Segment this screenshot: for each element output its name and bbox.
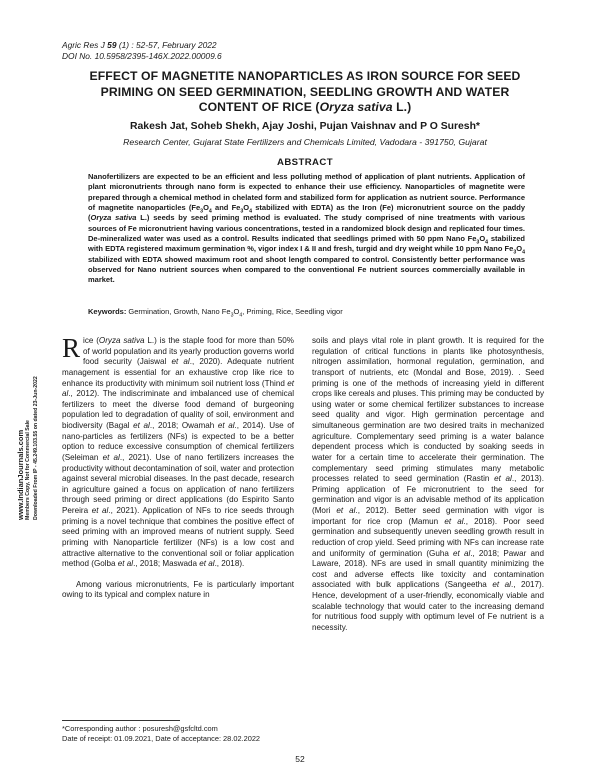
page-number: 52 <box>295 754 305 764</box>
journal-volume-line <box>62 40 222 51</box>
corresponding-author: *Corresponding author : posuresh@gsfcltd.com <box>62 724 218 733</box>
journal-name: Agric Res J <box>62 40 105 50</box>
drop-cap: R <box>62 333 81 363</box>
journal-citation <box>62 40 222 62</box>
watermark-site: www.IndianJournals.com <box>16 429 25 520</box>
title-line-3-suffix: L.) <box>392 100 412 114</box>
body-right-column <box>312 336 544 634</box>
body-left-column <box>62 333 295 601</box>
footnote-divider <box>62 720 180 721</box>
affiliation: Research Center, Gujarat State Fertilizers and Chemicals Limited, Vadodara - 391750, Gujarat <box>123 137 487 147</box>
title-line-3 <box>62 100 548 116</box>
paper-title <box>62 69 548 116</box>
title-line-1: EFFECT OF MAGNETITE NANOPARTICLES AS IRON SOURCE FOR SEED <box>89 69 521 83</box>
title-line-2: PRIMING ON SEED GERMINATION, SEEDLING GROWTH AND WATER <box>100 84 510 99</box>
journal-volume: 59 <box>107 40 117 50</box>
title-species: Oryza sativa <box>319 100 393 114</box>
keywords: Keywords: Germination, Growth, Nano $Fe_3O_4$, Priming, Rice, Seedling vigor <box>88 307 343 319</box>
journal-issue: (1) : 52-57, February 2022 <box>118 40 217 50</box>
authors: Rakesh Jat, Soheb Shekh, Ajay Joshi, Pujan Vaishnav and P O Suresh* <box>130 121 480 132</box>
intro-paragraph: Rice (Oryza sativa L.) is the staple food for more than 50% of world population and its yearly production governs world food security (Jaiswal et al., 2020). Adequate nutrient management is essential for an exhaustive crop like rice to enhance its productivity with minimum soil nutrient loss (Thind et al., 2012). The indiscriminate and imbalanced use of chemical fertilizers to meet the diverse food demand of burgeoning population led to degradation of quality of soil, environment and biodiversity (Bagal et al., 2018; Owamah et al., 2014). Use of nano-particles as fertilizers (NFs) is expected to be a better option to reduce excessive consumption of chemical fertilizers (Seleiman et al., 2021). Use of nano fertilizers increases the productivity without decontamination of soil, water and protection against several microbial diseases. In the past decade, research in agriculture gained a focus on application of nano fertilizers through seed priming or direct applications (do Espirito Santo Pereira et al., 2021). Application of NFs to rice seeds through priming is a novel technique that combines the positive effect of seed priming with an improved means of nutrient supply. Seed priming with Nanoparticle fertilizer (NFs) is a low cost and attractive alternative to the conventional soil or foliar application method (Golba et al., 2018; Maswada et al., 2018). <box>62 333 295 569</box>
watermark-download: Downloaded From IP - 45.249.103.55 on dated 23-Jun-2022 <box>33 376 39 520</box>
abstract-heading: ABSTRACT <box>277 157 333 168</box>
download-watermark <box>16 300 50 520</box>
doi: DOI No. 10.5958/2395-146X.2022.00009.6 <box>62 51 222 61</box>
keywords-label: Keywords: <box>88 307 127 316</box>
dates: Date of receipt: 01.09.2021, Date of acceptance: 28.02.2022 <box>62 734 261 743</box>
watermark-members: Members Copy, Not for Commercial Sale <box>25 420 31 520</box>
title-line-3-prefix: CONTENT OF RICE ( <box>198 100 320 114</box>
abstract: Nanofertilizers are expected to be an efficient and less polluting method of application of plant nutrients. Application of plant micronutrients through nano form is expected to enhance their use efficiency. Nanoparticles of magnetite were prepared through a chemical method in chelated form and stabilized form for application as nutrient source. Performance of magnetite nanoparticles ($Fe_3O_4$ and $Fe_3O_4$ stabilized with EDTA) as the Iron (Fe) micronutrient source on the paddy (Oryza sativa L.) seeds by seed priming method is evaluated. The study comprised of nine treatments with various sources of Fe micronutrient having various concentrations, tested in a randomized block design and replicated four times. De-mineralized water was used as a control. Results indicated that seedlings primed with 50 ppm Nano $Fe_3O_4$ stabilized with EDTA registered maximum germination %, vigor index I & II and fresh, turgid and dry weight while 10 ppm Nano $Fe_3O_4$ stabilized with EDTA showed maximum root and shoot length compared to control. Consistently better performance was observed for Nano nutrient sources when compared to the conventional Fe nutrient sources commercially available in market. <box>88 172 526 285</box>
footnote <box>62 724 260 744</box>
continued-paragraph: soils and plays vital role in plant growth. It is required for the regulation of critical functions in plants like photosynthesis, nitrogen assimilation, hormonal regulation, germination, and transport of nutrients, etc (Mondal and Bose, 2019). . Seed priming is one of the methods of increasing yield in different crops like cereals and pluses. This priming may be conducted by using water or some chemical fertilizer substances to increase seed quality and vigor. High germination percentage and simultaneous germination are two desired traits in mechanized agriculture. Complementary seed priming is a water balance dependent process which is conducted by soaking seeds in water for a certain time to accelerate their germination. The complementary seed priming stimulates many metabolic processes related to seed germination (Rastin et al., 2013). Priming application of Fe micronutrient to the seed for germination and vigor is an advisable method of its application (Mori et al., 2012). Better seed germination with vigor is important for rice crop (Mamun et al., 2018). Poor seed germination and subsequently uneven seedling growth result in reduction of crop yield. Seed priming with NFs can increase rate and uniformity of germination (Guha et al., 2018; Pawar and Laware, 2018). NFs are used in small quantity minimizing the cost and adverse effects like toxicity and contamination associated with bulk applications (Sangeetha et al., 2017). Hence, development of a user-friendly, economically viable and scalable technology that would cater to the increasing demand for nutritious food supply with optimum level of Fe nutrient is a necessity. <box>312 336 544 632</box>
second-paragraph: Among various micronutrients, Fe is particularly important owing to its typical and complex nature in <box>62 579 294 600</box>
